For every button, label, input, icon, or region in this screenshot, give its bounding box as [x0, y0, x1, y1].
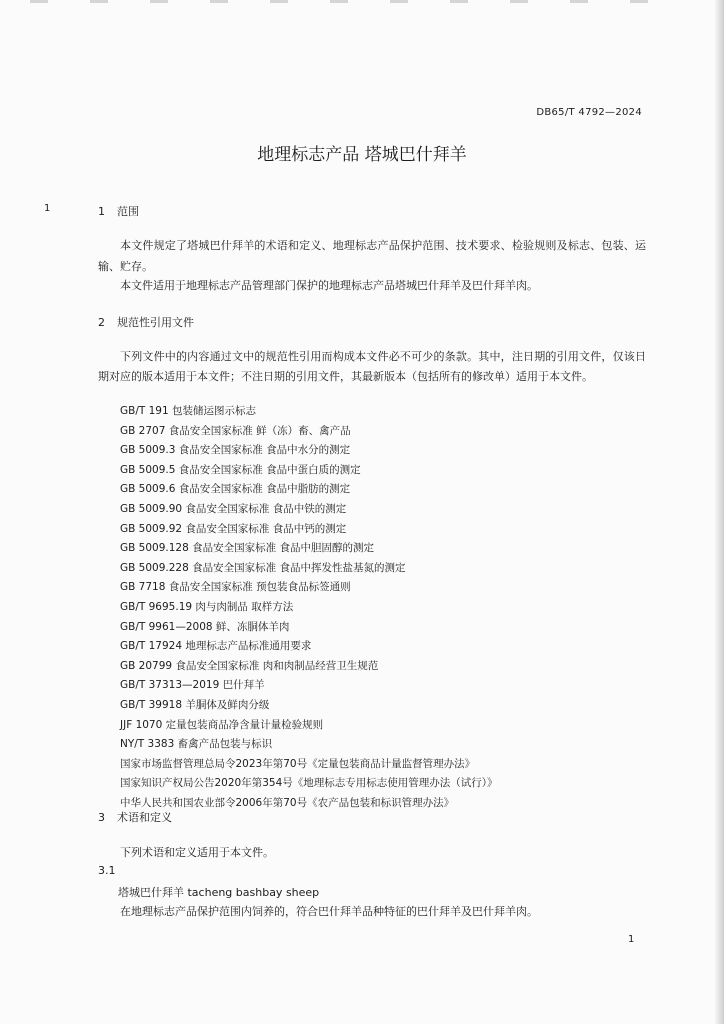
reference-item: GB/T 191 包装储运图示标志 — [120, 405, 257, 417]
term-number: 3.1 — [98, 864, 116, 877]
reference-item: GB 5009.3 食品安全国家标准 食品中水分的测定 — [120, 444, 351, 457]
section-heading-terms — [98, 809, 172, 825]
reference-item: GB/T 39918 羊胴体及鲜肉分级 — [120, 698, 270, 711]
reference-item: GB/T 9695.19 肉与肉制品 取样方法 — [120, 600, 294, 613]
reference-item: GB 5009.5 食品安全国家标准 食品中蛋白质的测定 — [120, 463, 361, 476]
reference-item: 国家知识产权局公告2020年第354号《地理标志专用标志使用管理办法（试行）》 — [120, 777, 498, 790]
reference-item: GB/T 17924 地理标志产品标准通用要求 — [120, 640, 312, 653]
reference-list — [120, 402, 498, 813]
margin-mark: 1 — [44, 203, 51, 214]
reference-item: GB 20799 食品安全国家标准 肉和肉制品经营卫生规范 — [120, 659, 379, 672]
terms-intro: 下列术语和定义适用于本文件。 — [120, 846, 274, 859]
reference-item: GB/T 37313—2019 巴什拜羊 — [120, 679, 265, 692]
scope-paragraph-2: 本文件适用于地理标志产品管理部门保护的地理标志产品塔城巴什拜羊及巴什拜羊肉。 — [120, 279, 538, 292]
normative-intro: 下列文件中的内容通过文中的规范性引用而构成本文件必不可少的条款。其中，注日期的引用文件，仅该日期对应的版本适用于本文件；不注日期的引用文件，其最新版本（包括所有的修改单）适用于本文件。 — [98, 350, 646, 383]
section-title: 术语和定义 — [117, 811, 172, 824]
document-number: DB65/T 4792—2024 — [536, 107, 642, 118]
scan-artifact — [30, 0, 670, 3]
reference-item: NY/T 3383 畜禽产品包装与标识 — [120, 738, 273, 751]
section-number: 1 — [98, 205, 105, 218]
reference-item: GB 5009.92 食品安全国家标准 食品中钙的测定 — [120, 522, 347, 535]
reference-item: 国家市场监督管理总局令2023年第70号《定量包装商品计量监督管理办法》 — [120, 757, 476, 770]
reference-item: GB 7718 食品安全国家标准 预包装食品标签通则 — [120, 581, 351, 594]
section-number: 3 — [98, 811, 105, 824]
reference-item: GB/T 9961—2008 鲜、冻胴体羊肉 — [120, 620, 290, 633]
section-heading-normative — [98, 314, 194, 330]
reference-item: GB 5009.128 食品安全国家标准 食品中胆固醇的测定 — [120, 542, 374, 555]
reference-item: GB 5009.90 食品安全国家标准 食品中铁的测定 — [120, 502, 347, 515]
scope-paragraph-1: 本文件规定了塔城巴什拜羊的术语和定义、地理标志产品保护范围、技术要求、检验规则及标志、包装、运输、贮存。 — [98, 239, 646, 273]
document-title: 地理标志产品 塔城巴什拜羊 — [257, 145, 467, 165]
page-number: 1 — [628, 934, 635, 945]
reference-item: GB 2707 食品安全国家标准 鲜（冻）畜、禽产品 — [120, 424, 351, 437]
reference-item: JJF 1070 定量包装商品净含量计量检验规则 — [120, 718, 324, 731]
section-title: 规范性引用文件 — [117, 316, 194, 329]
section-title: 范围 — [117, 205, 139, 218]
section-number: 2 — [98, 316, 105, 329]
reference-item: GB 5009.228 食品安全国家标准 食品中挥发性盐基氮的测定 — [120, 561, 406, 574]
section-heading-scope — [98, 203, 139, 219]
reference-item: 中华人民共和国农业部令2006年第70号《农产品包装和标识管理办法》 — [120, 796, 455, 809]
term-name: 塔城巴什拜羊 tacheng bashbay sheep — [118, 886, 320, 899]
reference-item: GB 5009.6 食品安全国家标准 食品中脂肪的测定 — [120, 483, 351, 496]
term-definition: 在地理标志产品保护范围内饲养的，符合巴什拜羊品种特征的巴什拜羊及巴什拜羊肉。 — [120, 905, 538, 918]
